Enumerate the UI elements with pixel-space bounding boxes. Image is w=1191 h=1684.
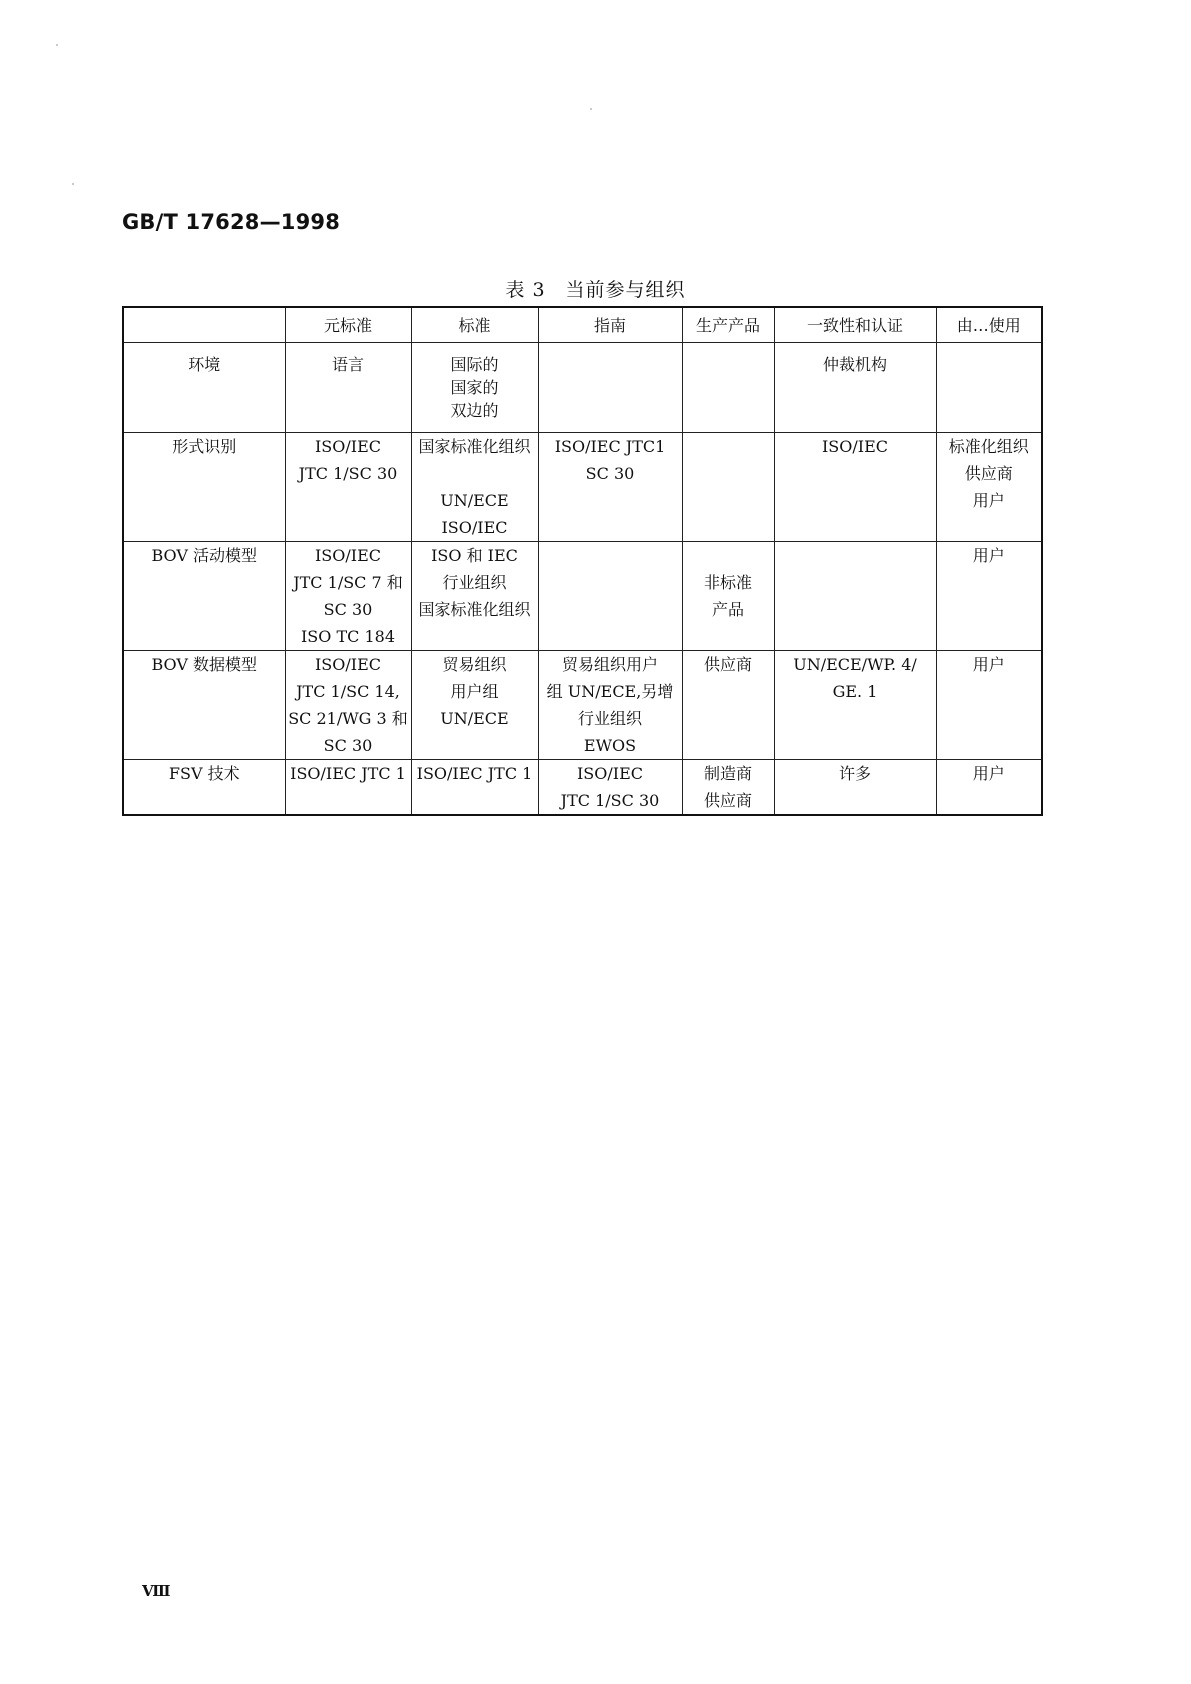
table-cell	[285, 651, 411, 760]
cell-line: JTC 1/SC 30	[560, 791, 660, 810]
cell-line: 行业组织	[577, 709, 642, 728]
cell-line: EWOS	[583, 736, 637, 755]
table-row	[123, 651, 1042, 760]
table-cell	[538, 542, 682, 651]
table-cell	[411, 651, 538, 760]
table-cell	[682, 651, 774, 760]
column-header-conformance: 一致性和认证	[774, 307, 936, 343]
cell-line: 贸易组织用户	[561, 655, 658, 674]
table-cell	[682, 542, 774, 651]
cell-line: JTC 1/SC 14,	[296, 682, 400, 701]
cell-line: 用户	[972, 655, 1005, 674]
table-cell	[936, 343, 1042, 433]
organizations-table	[122, 306, 1043, 816]
table-cell	[936, 433, 1042, 542]
scan-speck	[590, 108, 592, 110]
column-header-guide: 指南	[538, 307, 682, 343]
row-label	[123, 433, 285, 542]
table-cell	[936, 542, 1042, 651]
table-cell	[411, 433, 538, 542]
table-cell	[411, 343, 538, 433]
column-header-production: 生产产品	[682, 307, 774, 343]
cell-line: 国家标准化组织	[418, 437, 531, 456]
table-cell	[774, 651, 936, 760]
page-number: Ⅷ	[142, 1582, 171, 1600]
table-header-row	[123, 307, 1042, 343]
column-header-standard: 标准	[411, 307, 538, 343]
cell-line: 非标准	[703, 573, 752, 592]
cell-line: SC 30	[585, 464, 635, 483]
cell-line: 制造商	[703, 764, 752, 783]
cell-line: 许多	[838, 764, 871, 783]
cell-line: 行业组织	[442, 573, 507, 592]
cell-line: 贸易组织	[442, 655, 507, 674]
cell-line: ISO 和 IEC	[431, 546, 518, 565]
cell-line: 双边的	[450, 401, 499, 420]
cell-line: 用户组	[450, 682, 499, 701]
row-label-text: BOV 活动模型	[151, 546, 258, 565]
cell-line: SC 21/WG 3 和	[288, 709, 408, 728]
row-label-text: FSV 技术	[168, 764, 240, 783]
cell-line: 用户	[972, 764, 1005, 783]
cell-line: ISO/IEC	[441, 518, 508, 537]
cell-line: 国家的	[450, 378, 499, 397]
cell-line: 供应商	[964, 464, 1013, 483]
cell-line: 标准化组织	[948, 437, 1029, 456]
cell-line: ISO/IEC	[314, 655, 382, 674]
table-cell	[774, 760, 936, 816]
table-cell	[936, 651, 1042, 760]
row-label-text: 环境	[188, 355, 221, 374]
cell-line: 组 UN/ECE,另增	[546, 682, 674, 701]
scan-speck	[56, 44, 58, 46]
table-cell	[285, 433, 411, 542]
row-label	[123, 542, 285, 651]
cell-line: SC 30	[323, 600, 373, 619]
table-cell	[285, 542, 411, 651]
cell-line: ISO/IEC	[314, 437, 382, 456]
cell-line	[684, 542, 773, 569]
table-cell	[538, 433, 682, 542]
cell-line: ISO/IEC	[576, 764, 644, 783]
scan-speck	[72, 183, 74, 185]
cell-line: 用户	[972, 491, 1005, 510]
row-label	[123, 651, 285, 760]
table-cell	[538, 651, 682, 760]
table-cell	[411, 760, 538, 816]
column-header	[123, 307, 285, 343]
table-cell	[682, 760, 774, 816]
cell-line: 用户	[972, 546, 1005, 565]
cell-line: ISO/IEC JTC 1	[290, 764, 406, 783]
row-label-text: BOV 数据模型	[151, 655, 258, 674]
table-cell	[285, 760, 411, 816]
cell-line: ISO/IEC	[821, 437, 889, 456]
cell-line: JTC 1/SC 30	[298, 464, 398, 483]
cell-line: UN/ECE	[440, 709, 509, 728]
cell-line: ISO/IEC JTC1	[554, 437, 666, 456]
cell-line: GE. 1	[832, 682, 878, 701]
cell-line: 仲裁机构	[822, 355, 887, 374]
row-label	[123, 760, 285, 816]
cell-line: SC 30	[323, 736, 373, 755]
table-cell	[682, 343, 774, 433]
column-header-used-by: 由…使用	[936, 307, 1042, 343]
table-cell	[682, 433, 774, 542]
cell-line: 产品	[711, 600, 744, 619]
cell-line	[413, 460, 537, 487]
row-label	[123, 343, 285, 433]
cell-line: JTC 1/SC 7 和	[293, 573, 403, 592]
cell-line: 语言	[331, 355, 364, 374]
column-header-meta-standard: 元标准	[285, 307, 411, 343]
cell-line: ISO/IEC	[314, 546, 382, 565]
table-cell	[774, 343, 936, 433]
cell-line: UN/ECE	[440, 491, 509, 510]
cell-line: 供应商	[703, 655, 752, 674]
table-cell	[411, 542, 538, 651]
table-row	[123, 542, 1042, 651]
table-cell	[285, 343, 411, 433]
cell-line: 国际的	[450, 355, 499, 374]
document-id: GB/T 17628—1998	[122, 210, 341, 234]
table-row	[123, 343, 1042, 433]
table-row	[123, 433, 1042, 542]
table-row	[123, 760, 1042, 816]
cell-line: ISO/IEC JTC 1	[416, 764, 533, 783]
cell-line: 国家标准化组织	[418, 600, 531, 619]
cell-line: UN/ECE/WP. 4/	[793, 655, 917, 674]
table-cell	[774, 433, 936, 542]
table-cell	[936, 760, 1042, 816]
table-caption: 表 3 当前参与组织	[505, 279, 686, 301]
table-cell	[538, 343, 682, 433]
row-label-text: 形式识别	[172, 437, 237, 456]
cell-line: 供应商	[703, 791, 752, 810]
table-cell	[538, 760, 682, 816]
table-cell	[774, 542, 936, 651]
cell-line: ISO TC 184	[300, 627, 396, 646]
